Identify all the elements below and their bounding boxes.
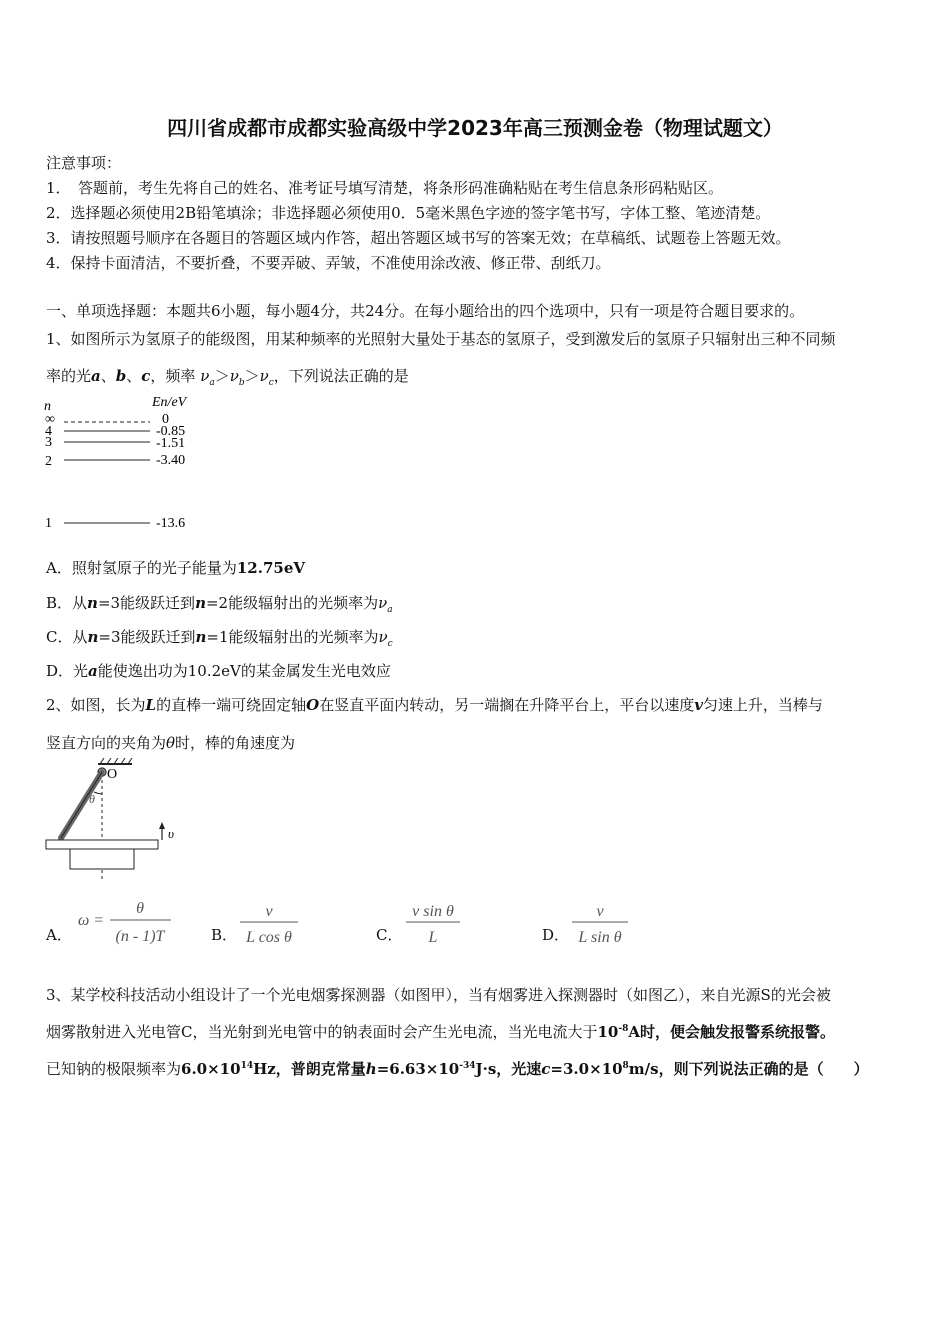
level-energy-label: -1.51: [156, 436, 186, 451]
level-n-label: 1: [45, 516, 52, 531]
level-energy-label: -0.85: [156, 424, 186, 439]
svg-text:v: v: [596, 903, 604, 920]
svg-text:L sin θ: L sin θ: [578, 929, 622, 946]
q2-option-d-label[interactable]: D．: [542, 926, 570, 944]
level-energy-label: -13.6: [156, 516, 186, 531]
energy-level-diagram: [40, 390, 210, 535]
level-n-label: ∞: [45, 412, 55, 427]
level-n-label: 2: [45, 454, 52, 469]
page-title: 四川省成都市成都实验高级中学2023年高三预测金卷（物理试题文）: [167, 116, 783, 140]
velocity-label: υ: [168, 826, 174, 841]
svg-text:(n - 1)T: (n - 1)T: [115, 928, 165, 945]
en-axis-label: En/eV: [152, 395, 187, 410]
svg-text:ω =: ω =: [78, 912, 105, 929]
q1-option-b[interactable]: B．从n=3能级跃迁到n=2能级辐射出的光频率为$\nu_a$: [46, 594, 393, 615]
svg-text:L cos θ: L cos θ: [246, 929, 292, 946]
q3-stem-line2: 烟雾散射进入光电管C，当光射到光电管中的钠表面时会产生光电流，当光电流大于$10^{-8}A$时，便会触发报警系统报警。: [46, 1023, 835, 1041]
level-energy-label: 0: [162, 412, 169, 427]
q1-option-a[interactable]: A．照射氢原子的光子能量为12.75eV: [46, 559, 305, 577]
level-n-label: 3: [45, 435, 52, 450]
q2-option-a-label[interactable]: A．: [46, 926, 72, 944]
q3-stem-line1: 3、某学校科技活动小组设计了一个光电烟雾探测器（如图甲），当有烟雾进入探测器时（如图乙），来自光源S的光会被: [46, 986, 831, 1004]
q1-option-d[interactable]: D．光a能使逸出功为10.2eV的某金属发生光电效应: [46, 662, 391, 680]
platform: [46, 840, 158, 849]
n-axis-label: n: [44, 399, 51, 414]
q2-option-c-formula[interactable]: [402, 896, 466, 948]
rod-platform-figure: [44, 758, 184, 884]
q2-option-a-formula[interactable]: [74, 896, 184, 948]
notice-item: 3．请按照题号顺序在各题目的答题区域内作答，超出答题区域书写的答案无效；在草稿纸、试题卷上答题无效。: [46, 229, 791, 247]
notice-item: 4．保持卡面清洁，不要折叠，不要弄破、弄皱，不准使用涂改液、修正带、刮纸刀。: [46, 254, 611, 272]
section-heading: 一、单项选择题：本题共6小题，每小题4分，共24分。在每小题给出的四个选项中，只有一项是符合题目要求的。: [46, 302, 805, 320]
notice-item: 2．选择题必须使用2B铅笔填涂；非选择题必须使用0．5毫米黑色字迹的签字笔书写，字体工整、笔迹清楚。: [46, 204, 771, 222]
notice-heading: 注意事项：: [46, 154, 122, 172]
q3-stem-line3: 已知钠的极限频率为$6.0\times 10^{14}Hz$，普朗克常量$h=6.63\times 10^{-34}J\cdot s$，光速$c=3.0\times 10^8m/s$，则下列说法正确的是（ ）: [46, 1060, 869, 1078]
q2-option-c-label[interactable]: C．: [376, 926, 403, 944]
svg-text:v: v: [265, 903, 273, 920]
q2-option-b-formula[interactable]: [236, 896, 306, 948]
pivot-label: O: [107, 767, 118, 782]
q2-option-b-label[interactable]: B．: [211, 926, 238, 944]
q2-option-d-formula[interactable]: [568, 896, 634, 948]
q2-stem-line2: 竖直方向的夹角为θ时，棒的角速度为: [46, 734, 296, 752]
svg-text:L: L: [428, 929, 438, 946]
svg-text:v sin θ: v sin θ: [412, 903, 454, 920]
q1-stem-line2: 率的光a、b、c，频率 $\nu_a>\nu_b>\nu_c$，下列说法正确的是: [46, 367, 409, 388]
platform-base: [70, 849, 134, 869]
q2-stem-line1: 2、如图，长为L的直棒一端可绕固定轴O在竖直平面内转动，另一端搁在升降平台上，平台以速度v匀速上升，当棒与: [46, 696, 823, 714]
q1-option-c[interactable]: C．从n=3能级跃迁到n=1能级辐射出的光频率为$\nu_c$: [46, 628, 393, 649]
level-energy-label: -3.40: [156, 453, 186, 468]
level-n-label: 4: [45, 424, 52, 439]
theta-label: θ: [89, 792, 95, 806]
q1-stem-line1: 1、如图所示为氢原子的能级图，用某种频率的光照射大量处于基态的氢原子，受到激发后的氢原子只辐射出三种不同频: [46, 330, 836, 348]
notice-item: 1． 答题前，考生先将自己的姓名、准考证号填写清楚，将条形码准确粘贴在考生信息条形码粘贴区。: [46, 179, 724, 197]
svg-text:θ: θ: [136, 900, 144, 917]
